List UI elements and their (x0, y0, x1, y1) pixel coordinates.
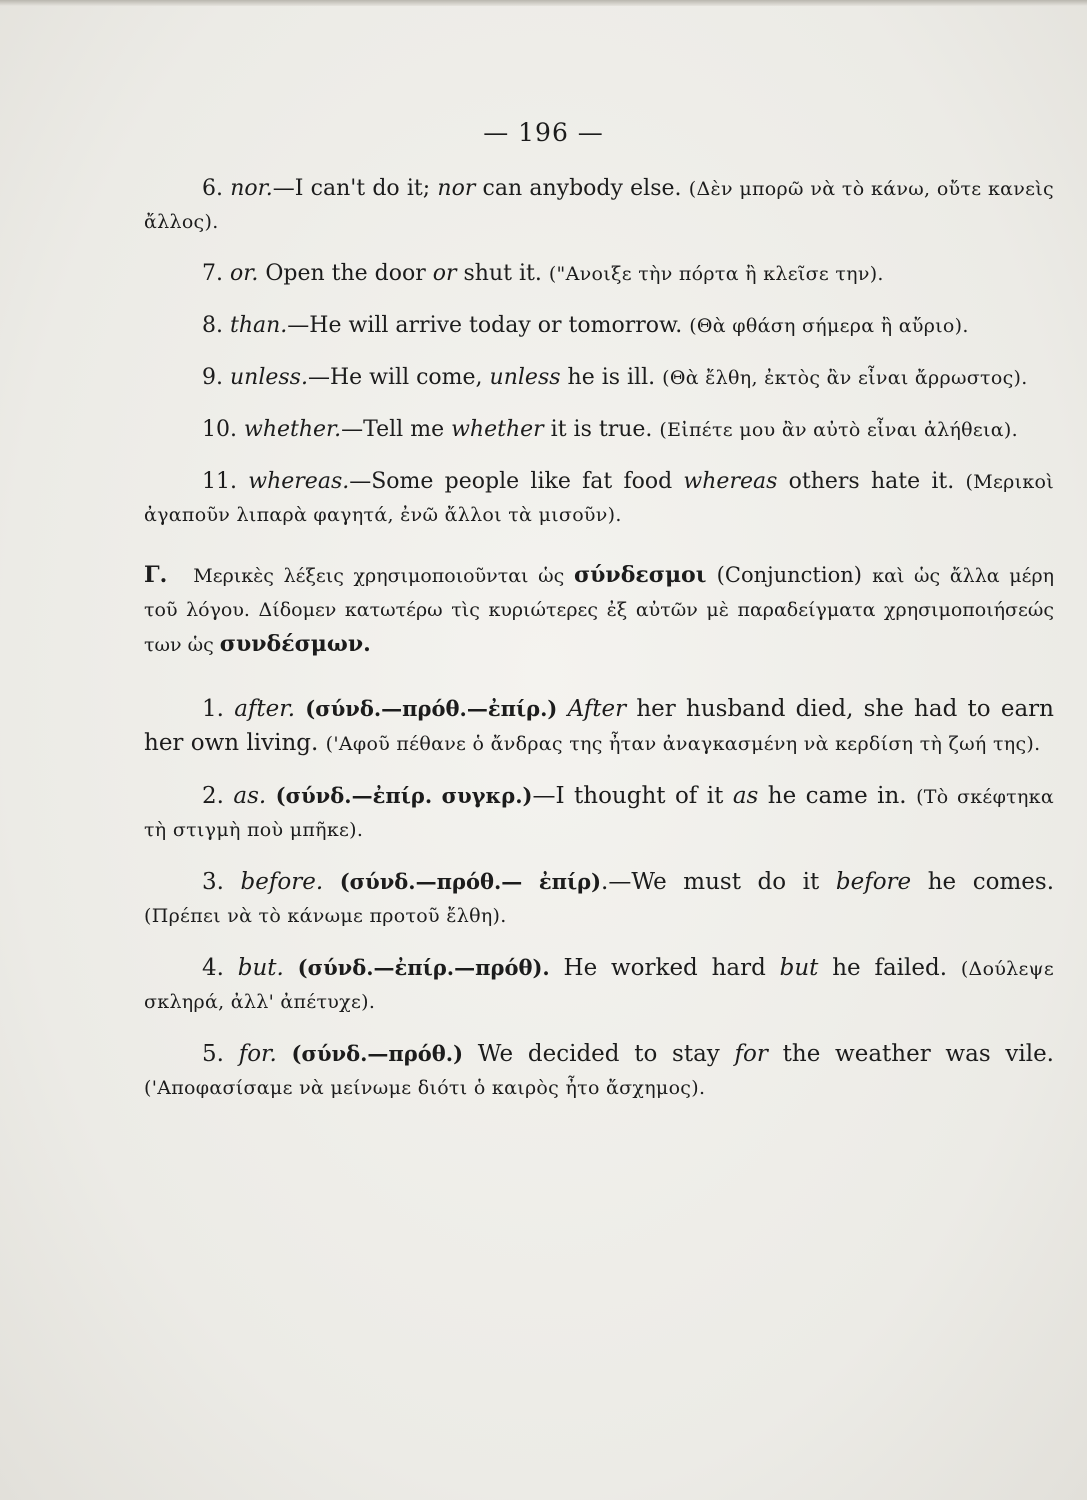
item-keyword: whereas. (248, 469, 350, 494)
example-keyword: for (734, 1041, 768, 1067)
section-english-term: (Conjunction) (706, 563, 873, 587)
part-of-speech-tag: (σύνδ.—πρόθ.—ἐπίρ.) (295, 696, 568, 721)
page-edge (0, 0, 1087, 6)
example-keyword: or (432, 261, 457, 286)
item-keyword: than. (230, 313, 288, 338)
example-text-rest: he comes. (911, 869, 1054, 895)
part-of-speech-tag: (σύνδ.—ἐπίρ.—πρόθ). (283, 955, 564, 980)
example-text: —I can't do it; (272, 176, 438, 201)
greek-translation: (Τὸ σκέφτηκα τὴ στιγμὴ ποὺ μπῆκε). (144, 786, 1054, 841)
item-keyword: as. (233, 783, 267, 809)
section-paragraph (144, 558, 1054, 662)
list-item (144, 309, 1054, 343)
list-item (144, 465, 1054, 532)
example-text-rest: it is true. (543, 417, 660, 442)
section-text-1: Μερικὲς λέξεις χρησιμοποιοῦνται ὡς (193, 565, 574, 587)
greek-translation: (Πρέπει νὰ τὸ κάνωμε προτοῦ ἔλθη). (144, 905, 507, 927)
item-keyword: before. (240, 869, 324, 895)
item-number: 6. (202, 176, 223, 201)
example-text: —I thought of it (532, 783, 733, 809)
list-item (144, 779, 1054, 847)
english-sentence (202, 869, 1054, 895)
english-sentence (202, 365, 662, 390)
list-item (144, 361, 1054, 395)
english-sentence (202, 313, 689, 338)
example-text: We decided to stay (477, 1041, 735, 1067)
conjunction-list-bottom (144, 692, 1054, 1105)
example-text: He worked hard (563, 955, 780, 981)
item-keyword: nor. (230, 176, 273, 201)
greek-translation: ("Ανοιξε τὴν πόρτα ἢ κλεῖσε την). (548, 263, 884, 285)
example-keyword: before (835, 869, 912, 895)
example-text-rest: he came in. (758, 783, 917, 809)
example-text-rest: others hate it. (777, 469, 966, 494)
list-item (144, 172, 1054, 239)
example-text: —He will arrive today or tomorrow. (287, 313, 690, 338)
item-number: 2. (202, 783, 224, 809)
example-text-rest: shut it. (456, 261, 549, 286)
list-item (144, 951, 1054, 1019)
english-sentence (202, 783, 916, 809)
item-number: 7. (202, 261, 223, 286)
section-text-2: καὶ ὡς ἄλλα μέρη τοῦ λόγου. Δίδομεν κατωτέρω τὶς κυριώτερες ἐξ αὐτῶν μὲ παραδείγματα χρησιμοποιήσεώς των ὡς (144, 565, 1054, 656)
example-text-rest: the weather was vile. (767, 1041, 1054, 1067)
example-text: —He will come, (307, 365, 490, 390)
example-keyword: as (732, 783, 759, 809)
english-sentence (202, 469, 966, 494)
example-keyword: whether (451, 417, 544, 442)
list-item (144, 865, 1054, 933)
list-item (144, 257, 1054, 291)
section-bold-term-1: σύνδεσμοι (573, 562, 707, 588)
english-sentence (202, 417, 659, 442)
example-keyword: nor (437, 176, 476, 201)
item-number: 4. (202, 955, 224, 981)
part-of-speech-tag: (σύνδ.—ἐπίρ. συγκρ.) (266, 783, 533, 808)
conjunction-list-top (144, 172, 1054, 532)
item-keyword: after. (234, 696, 296, 722)
item-keyword: for. (238, 1041, 277, 1067)
greek-translation: (Δούλεψε σκληρά, ἀλλ' ἀπέτυχε). (144, 958, 1054, 1013)
example-text: —Some people like fat food (349, 469, 684, 494)
page-content (144, 172, 1054, 1123)
greek-translation: (Δὲν μπορῶ νὰ τὸ κάνω, οὔτε κανεὶς ἄλλος). (144, 178, 1054, 233)
part-of-speech-tag: (σύνδ.—πρόθ.— ἐπίρ) (323, 869, 602, 894)
item-keyword: but. (237, 955, 284, 981)
greek-translation: ('Αφοῦ πέθανε ὁ ἄνδρας της ἦταν ἀναγκασμένη νὰ κερδίση τὴ ζωή της). (325, 733, 1041, 755)
list-item (144, 692, 1054, 761)
english-sentence (202, 955, 961, 981)
item-keyword: unless. (230, 365, 308, 390)
item-number: 11. (202, 469, 237, 494)
example-text: .—We must do it (601, 869, 836, 895)
example-text-rest: he failed. (818, 955, 961, 981)
english-sentence (202, 1041, 1054, 1067)
item-number: 8. (202, 313, 223, 338)
item-number: 3. (202, 869, 224, 895)
example-keyword: After (567, 696, 627, 722)
english-sentence (202, 176, 689, 201)
greek-translation: (Εἰπέτε μου ἂν αὐτὸ εἶναι ἀλήθεια). (659, 419, 1018, 441)
example-text-rest: can anybody else. (475, 176, 689, 201)
example-keyword: whereas (683, 469, 778, 494)
greek-translation: ('Αποφασίσαμε νὰ μείνωμε διότι ὁ καιρὸς ἦτο ἄσχημος). (144, 1077, 706, 1099)
list-item (144, 1037, 1054, 1105)
item-keyword: or. (230, 261, 259, 286)
item-number: 10. (202, 417, 237, 442)
part-of-speech-tag: (σύνδ.—πρόθ.) (276, 1041, 478, 1066)
greek-translation: (Θὰ ἔλθη, ἐκτὸς ἂν εἶναι ἄρρωστος). (662, 367, 1028, 389)
example-text: —Tell me (341, 417, 452, 442)
example-text: Open the door (258, 261, 433, 286)
greek-translation: (Θὰ φθάση σήμερα ἢ αὔριο). (689, 315, 969, 337)
example-text-rest: he is ill. (560, 365, 663, 390)
example-text-rest: her husband died, she had to earn her own living. (144, 696, 1054, 756)
item-keyword: whether. (244, 417, 342, 442)
english-sentence (202, 261, 549, 286)
list-item (144, 413, 1054, 447)
item-number: 1. (202, 696, 224, 722)
section-bold-term-2: συνδέσμων. (219, 631, 371, 657)
example-keyword: but (779, 955, 819, 981)
page-number: — 196 — (483, 118, 604, 147)
section-letter: Γ. (144, 562, 168, 588)
example-keyword: unless (489, 365, 561, 390)
greek-translation: (Μερικοὶ ἀγαποῦν λιπαρὰ φαγητά, ἐνῶ ἄλλοι τὰ μισοῦν). (144, 471, 1054, 526)
item-number: 9. (202, 365, 223, 390)
item-number: 5. (202, 1041, 224, 1067)
